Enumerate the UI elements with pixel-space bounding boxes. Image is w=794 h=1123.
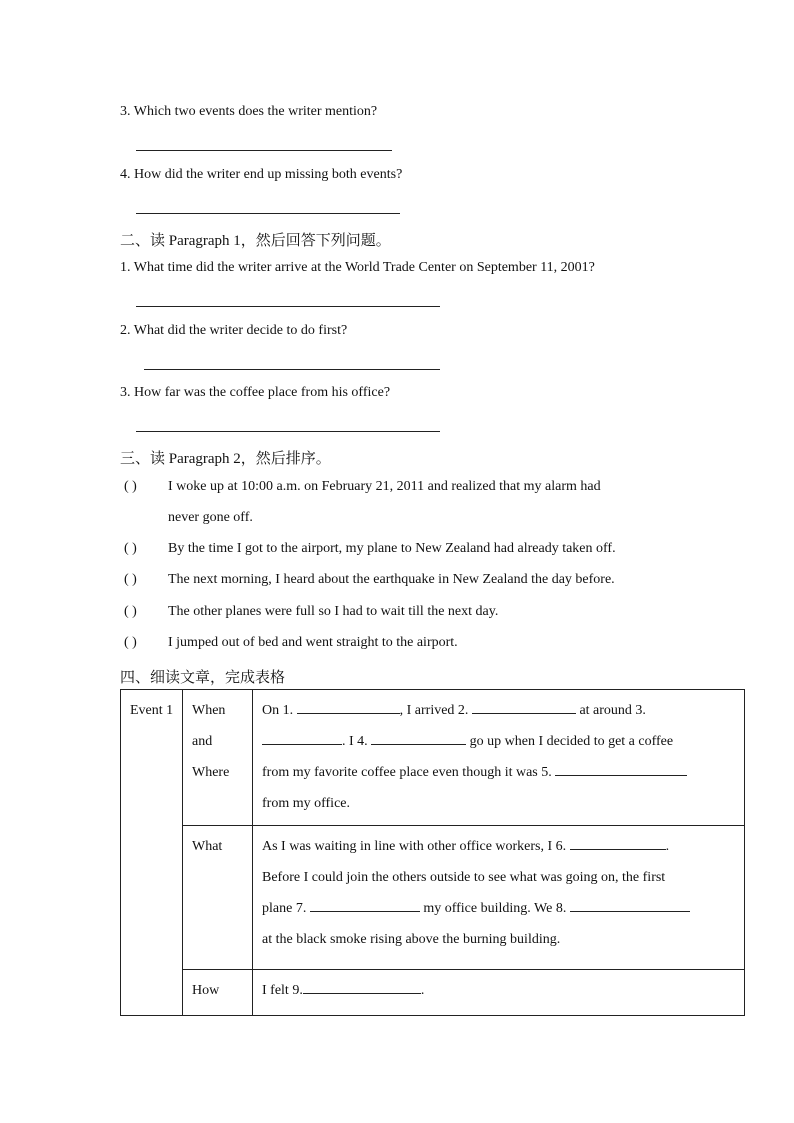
how-label: How — [183, 970, 253, 1016]
order-item: I jumped out of bed and went straight to the airport. — [168, 635, 458, 650]
text: from my favorite coffee place even though it was 5. — [262, 765, 552, 780]
blank-2[interactable] — [472, 700, 576, 714]
text: . I 4. — [342, 734, 368, 749]
label-line: When — [192, 703, 226, 718]
text: Before I could join the others outside to see what was going on, the first — [262, 870, 666, 885]
order-bracket[interactable]: ( ) — [124, 572, 137, 587]
order-item: The next morning, I heard about the earthquake in New Zealand the day before. — [168, 572, 615, 587]
event-table — [120, 689, 745, 1016]
blank-8[interactable] — [570, 898, 690, 912]
blank-3[interactable] — [262, 731, 342, 745]
answer-blank[interactable] — [144, 369, 440, 370]
order-bracket[interactable]: ( ) — [124, 635, 137, 650]
text: at the black smoke rising above the burning building. — [262, 932, 561, 947]
what-content — [253, 826, 745, 970]
blank-5[interactable] — [555, 762, 687, 776]
blank-9[interactable] — [303, 980, 421, 994]
order-bracket[interactable]: ( ) — [124, 604, 137, 619]
blank-4[interactable] — [371, 731, 466, 745]
answer-blank[interactable] — [136, 213, 400, 214]
order-item-continuation: never gone off. — [168, 510, 253, 525]
table-row — [121, 970, 745, 1016]
section-4-heading: 四、细读文章，完成表格 — [120, 670, 286, 686]
order-item: I woke up at 10:00 a.m. on February 21, 2011 and realized that my alarm had — [168, 479, 601, 494]
table-row — [121, 826, 745, 970]
text: plane 7. — [262, 901, 307, 916]
blank-7[interactable] — [310, 898, 420, 912]
section-2-heading: 二、读 Paragraph 1，然后回答下列问题。 — [120, 233, 391, 249]
answer-blank[interactable] — [136, 150, 392, 151]
order-bracket[interactable]: ( ) — [124, 541, 137, 556]
blank-1[interactable] — [297, 700, 400, 714]
answer-blank[interactable] — [136, 306, 440, 307]
answer-blank[interactable] — [136, 431, 440, 432]
order-item: The other planes were full so I had to wait till the next day. — [168, 604, 499, 619]
text: As I was waiting in line with other office workers, I 6. — [262, 839, 567, 854]
text: from my office. — [262, 796, 350, 811]
event-label: Event 1 — [121, 690, 183, 1016]
blank-6[interactable] — [570, 836, 666, 850]
text: my office building. We 8. — [423, 901, 567, 916]
question-4: 4. How did the writer end up missing both events? — [120, 167, 403, 182]
order-item: By the time I got to the airport, my plane to New Zealand had already taken off. — [168, 541, 616, 556]
section-2-question-2: 2. What did the writer decide to do first? — [120, 323, 348, 338]
question-3: 3. Which two events does the writer mention? — [120, 104, 378, 119]
text: I felt 9. — [262, 983, 303, 998]
how-content — [253, 970, 745, 1016]
label-line: Where — [192, 765, 230, 780]
text: go up when I decided to get a coffee — [469, 734, 674, 749]
label-line: and — [192, 734, 213, 749]
text: . — [665, 839, 670, 854]
when-where-content — [253, 690, 745, 826]
order-bracket[interactable]: ( ) — [124, 479, 137, 494]
section-3-heading: 三、读 Paragraph 2，然后排序。 — [120, 451, 331, 467]
what-label: What — [183, 826, 253, 970]
text: On 1. — [262, 703, 294, 718]
section-2-question-3: 3. How far was the coffee place from his office? — [120, 385, 391, 400]
text: , I arrived 2. — [399, 703, 469, 718]
text: at around 3. — [579, 703, 646, 718]
section-2-question-1: 1. What time did the writer arrive at the World Trade Center on September 11, 2001? — [120, 260, 595, 275]
when-where-label — [183, 690, 253, 826]
table-row — [121, 690, 745, 826]
text: . — [420, 983, 425, 998]
